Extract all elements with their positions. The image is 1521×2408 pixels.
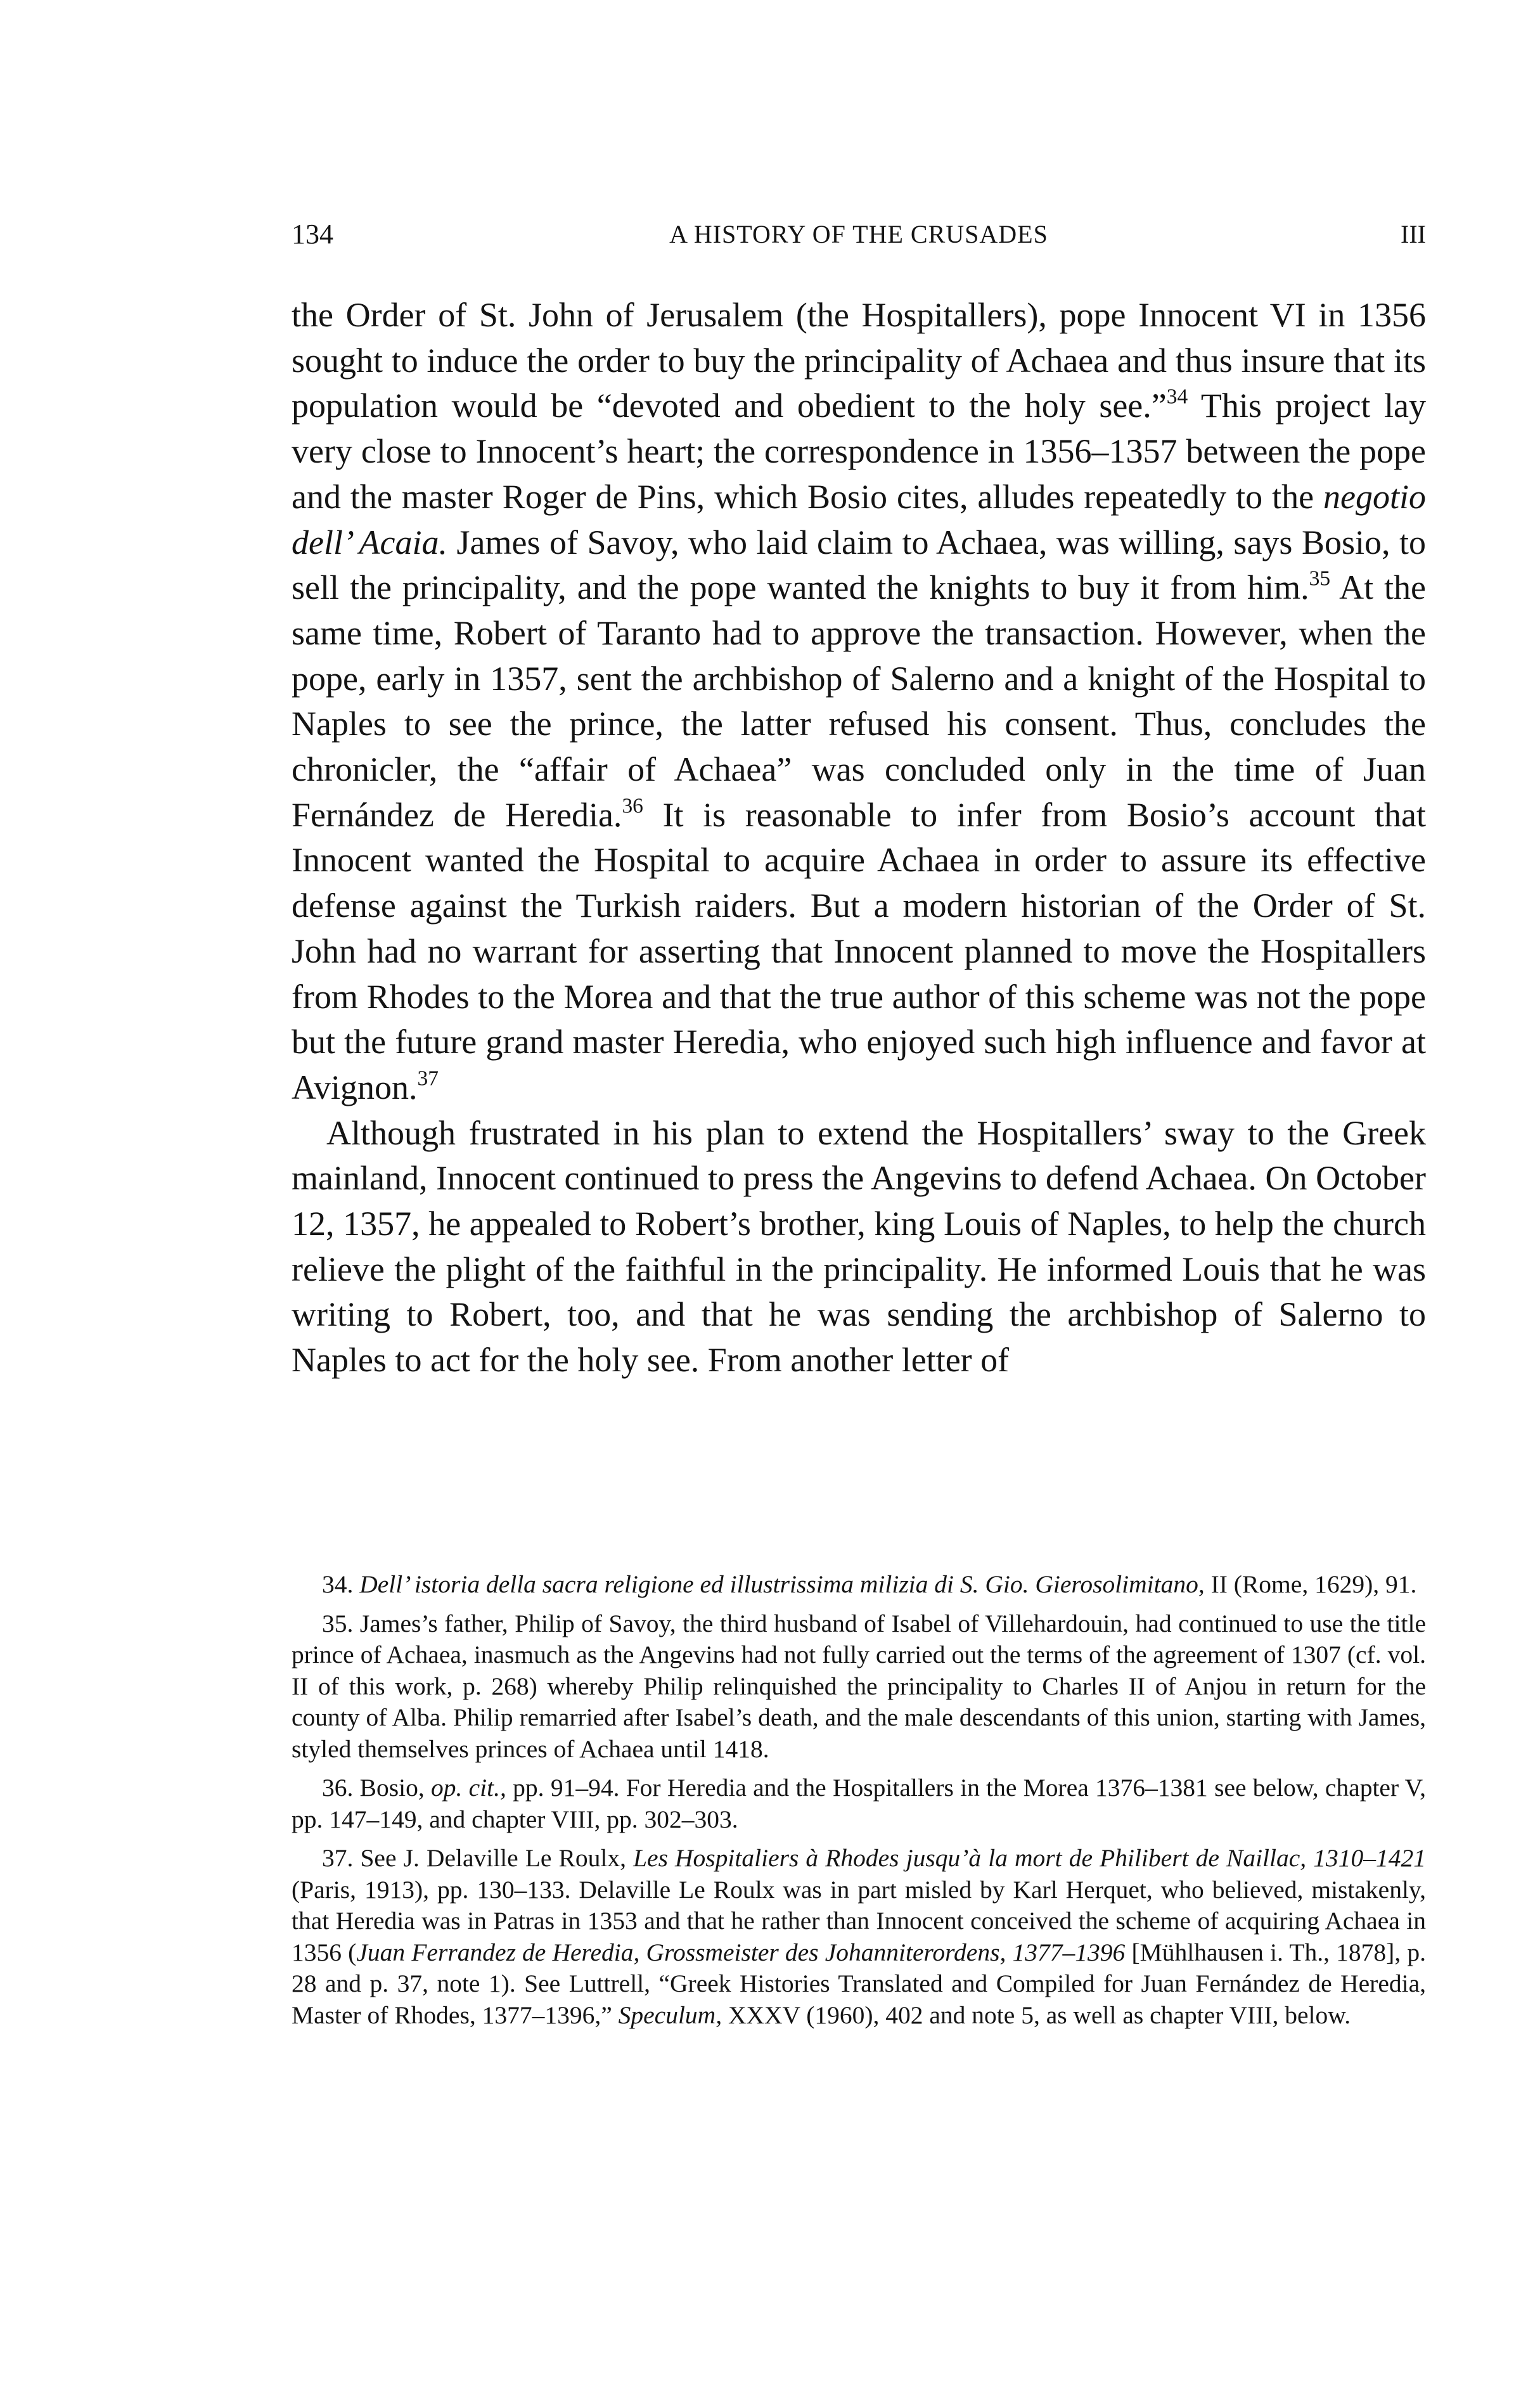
volume-number: III bbox=[1401, 220, 1426, 248]
italic-phrase: negotio dell’ Acaia. bbox=[292, 477, 1426, 561]
footnote-37: 37. See J. Delaville Le Roulx, Les Hospitaliers à Rhodes jusqu’à la mort de Philibert de Naillac, 1310–1421 (Paris, 1913), pp. 130–133. Delaville Le Roulx was in part misled by Karl Herquet, who believed, mistakenly, that Heredia was in Patras in 1353 and that he rather than Innocent conceived the scheme of acquiring Achaea in 1356 (Juan Ferrandez de Heredia, Grossmeister des Johanniterordens, 1377–1396 [Mühlhausen i. Th., 1878], p. 28 and p. 37, note 1). See Luttrell, “Greek Histories Translated and Compiled for Juan Fernández de Heredia, Master of Rhodes, 1377–1396,” Speculum, XXXV (1960), 402 and note 5, as well as chapter VIII, below. bbox=[292, 1844, 1427, 2029]
footnote-35: 35. James’s father, Philip of Savoy, the third husband of Isabel of Villehardouin, had continued to use the title prince of Achaea, inasmuch as the Angevins had not fully carried out the terms of the agreement of 1307 (cf. vol. II of this work, p. 268) whereby Philip relinquished the principality to Charles II of Anjou in return for the county of Alba. Philip remarried after Isabel’s death, and the male descendants of this union, starting with James, styled themselves princes of Achaea until 1418. bbox=[292, 1609, 1426, 1763]
paragraph-1: the Order of St. John of Jerusalem (the Hospitallers), pope Innocent VI in 1356 sought to induce the order to buy the principality of Achaea and thus insure that its population would be “devoted and obedient to the holy see.”$^{34}$ This project lay very close to Innocent’s heart; the correspondence in 1356–1357 between the pope and the master Roger de Pins, which Bosio cites, alludes repeatedly to the negotio dell’ Acaia. James of Savoy, who laid claim to Achaea, was willing, says Bosio, to sell the principality, and the pope wanted the knights to buy it from him.$^{35}$ At the same time, Robert of Taranto had to approve the transaction. However, when the pope, early in 1357, sent the archbishop of Salerno and a knight of the Hospital to Naples to see the prince, the latter refused his consent. Thus, concludes the chronicler, the “affair of Achaea” was concluded only in the time of Juan Fernández de Heredia.$^{36}$ It is reasonable to infer from Bosio’s account that Innocent wanted the Hospital to acquire Achaea in order to assure its effective defense against the Turkish raiders. But a modern historian of the Order of St. John had no warrant for asserting that Innocent planned to move the Hospitallers from Rhodes to the Morea and that the true author of this scheme was not the pope but the future grand master Heredia, who enjoyed such high influence and favor at Avignon.$^{37}$ bbox=[292, 296, 1427, 1106]
page-number: 134 bbox=[292, 219, 333, 250]
footnotes bbox=[292, 1569, 1426, 2039]
footnote-ref-34: 34 bbox=[1166, 385, 1188, 409]
footnote-34: 34. Dell’ istoria della sacra religione ed illustrissima milizia di S. Gio. Gierosolimitano, II (Rome, 1629), 91. bbox=[322, 1570, 1417, 1598]
running-head bbox=[292, 215, 1426, 253]
footnote-36: 36. Bosio, op. cit., pp. 91–94. For Heredia and the Hospitallers in the Morea 1376–1381 see below, chapter V, pp. 147–149, and chapter VIII, pp. 302–303. bbox=[292, 1774, 1426, 1833]
running-title: A HISTORY OF THE CRUSADES bbox=[669, 220, 1048, 248]
body-text bbox=[292, 293, 1426, 1383]
footnote-ref-37: 37 bbox=[417, 1066, 439, 1091]
footnote-ref-36: 36 bbox=[622, 793, 643, 817]
paragraph-2: Although frustrated in his plan to extend the Hospitallers’ sway to the Greek mainland, Innocent continued to press the Angevins to defend Achaea. On October 12, 1357, he appealed to Robert’s brother, king Louis of Naples, to help the church relieve the plight of the faithful in the principality. He informed Louis that he was writing to Robert, too, and that he was sending the archbishop of Salerno to Naples to act for the holy see. From another letter of bbox=[292, 1113, 1426, 1380]
footnote-ref-35: 35 bbox=[1309, 567, 1331, 591]
